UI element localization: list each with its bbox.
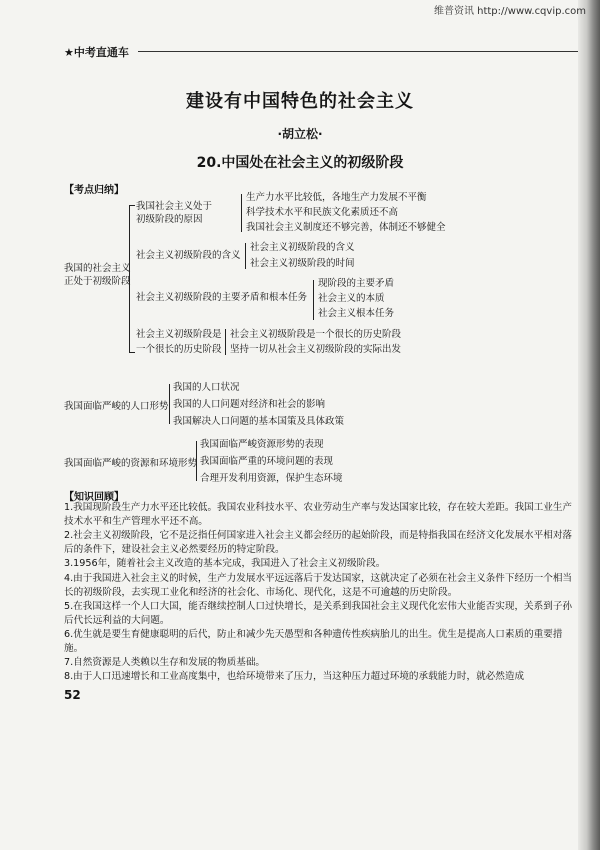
review-paragraph-2: 2.社会主义初级阶段，它不是泛指任何国家进入社会主义都会经历的起始阶段，而是特指我国在经济文化发展水平相对落后的条件下，建设社会主义必然要经历的特定阶段。: [64, 530, 573, 555]
tree1-bracket-tick: [129, 205, 135, 206]
tree1-branch1-item: 生产力水平比较低，各地生产力发展不平衡: [246, 192, 427, 203]
watermark: 维普资讯 http://www.cqvip.com: [433, 6, 586, 17]
review-paragraph-7: 7.自然资源是人类赖以生存和发展的物质基础。: [64, 657, 266, 668]
tree3-brace: [196, 441, 197, 481]
tree1-branch1-label-line1: 我国社会主义处于: [136, 201, 213, 212]
tree2-item: 我国解决人口问题的基本国策及具体政策: [173, 416, 345, 427]
review-paragraph-8: 8.由于人口迅速增长和工业高度集中，也给环境带来了压力，当这种压力超过环境的承载能力时，就必然造成: [64, 671, 525, 682]
tree1-branch2-label: 社会主义初级阶段的含义: [136, 250, 241, 261]
tree3-item: 我国面临严重的环境问题的表现: [200, 456, 334, 467]
tree1-branch2-item: 社会主义初级阶段的时间: [250, 258, 355, 269]
tree1-branch2-item: 社会主义初级阶段的含义: [250, 242, 355, 253]
tree1-branch3-label: 社会主义初级阶段的主要矛盾和根本任务: [136, 292, 308, 303]
page-title: 建设有中国特色的社会主义: [186, 91, 414, 112]
tree1-branch1-brace: [241, 194, 242, 232]
tree1-branch3-item: 现阶段的主要矛盾: [318, 278, 395, 289]
review-paragraph-6: 6.优生就是要生育健康聪明的后代，防止和减少先天愚型和各种遗传性疾病胎儿的出生。优生是提高人口素质的重要措施。: [64, 629, 563, 654]
tree1-branch3-brace: [313, 280, 314, 320]
tree2-item: 我国的人口状况: [173, 382, 240, 393]
tree1-branch1-item: 我国社会主义制度还不够完善，体制还不够健全: [246, 222, 446, 233]
tree2-brace: [169, 384, 170, 424]
tree1-root-line2: 正处于初级阶段: [64, 276, 131, 287]
tree1-branch4-item: 社会主义初级阶段是一个很长的历史阶段: [230, 329, 402, 340]
zhishi-label: 【知识回顾】: [64, 492, 124, 503]
tree3-item: 我国面临严峻资源形势的表现: [200, 439, 324, 450]
tree3-item: 合理开发利用资源，保护生态环境: [200, 473, 343, 484]
chapter-title: 20.中国处在社会主义的初级阶段: [196, 155, 404, 171]
tree1-root-line1: 我国的社会主义: [64, 263, 131, 274]
tree1-branch1-label-line2: 初级阶段的原因: [136, 214, 203, 225]
page-number: 52: [64, 688, 81, 702]
tree1-branch4-item: 坚持一切从社会主义初级阶段的实际出发: [230, 344, 402, 355]
header-rule: [138, 51, 578, 52]
tree1-branch3-item: 社会主义根本任务: [318, 308, 395, 319]
tree1-branch1-item: 科学技术水平和民族文化素质还不高: [246, 207, 399, 218]
tree1-branch2-brace: [245, 243, 246, 269]
tree1-branch4-label-line1: 社会主义初级阶段是: [136, 329, 222, 340]
review-paragraph-1: 1.我国现阶段生产力水平还比较低。我国农业科技水平、农业劳动生产率与发达国家比较，存在较大差距。我国工业生产技术水平和生产管理水平还不高。: [64, 502, 573, 527]
tree1-bracket-tick: [129, 352, 135, 353]
review-paragraph-4: 4.由于我国进入社会主义的时候，生产力发展水平远远落后于发达国家，这就决定了必须在社会主义条件下经历一个相当长的初级阶段，去实现工业化和经济的社会化、市场化、现代化，这是不可逾越的历史阶段。: [64, 573, 573, 598]
tree1-root-bracket: [129, 205, 130, 352]
kaodian-label: 【考点归纳】: [64, 185, 124, 196]
review-paragraph-3: 3.1956年，随着社会主义改造的基本完成，我国进入了社会主义初级阶段。: [64, 558, 386, 569]
author: ·胡立松·: [277, 127, 323, 141]
tree1-branch4-label-line2: 一个很长的历史阶段: [136, 344, 222, 355]
review-paragraph-5: 5.在我国这样一个人口大国，能否继续控制人口过快增长，是关系到我国社会主义现代化宏伟大业能否实现，关系到子孙后代长远利益的大问题。: [64, 601, 573, 626]
tree1-branch4-brace: [225, 329, 226, 355]
tree2-item: 我国的人口问题对经济和社会的影响: [173, 399, 326, 410]
tree3-root: 我国面临严峻的资源和环境形势: [64, 458, 198, 469]
section-header: ★中考直通车: [64, 46, 129, 59]
tree2-root: 我国面临严峻的人口形势: [64, 401, 169, 412]
tree1-branch3-item: 社会主义的本质: [318, 293, 385, 304]
